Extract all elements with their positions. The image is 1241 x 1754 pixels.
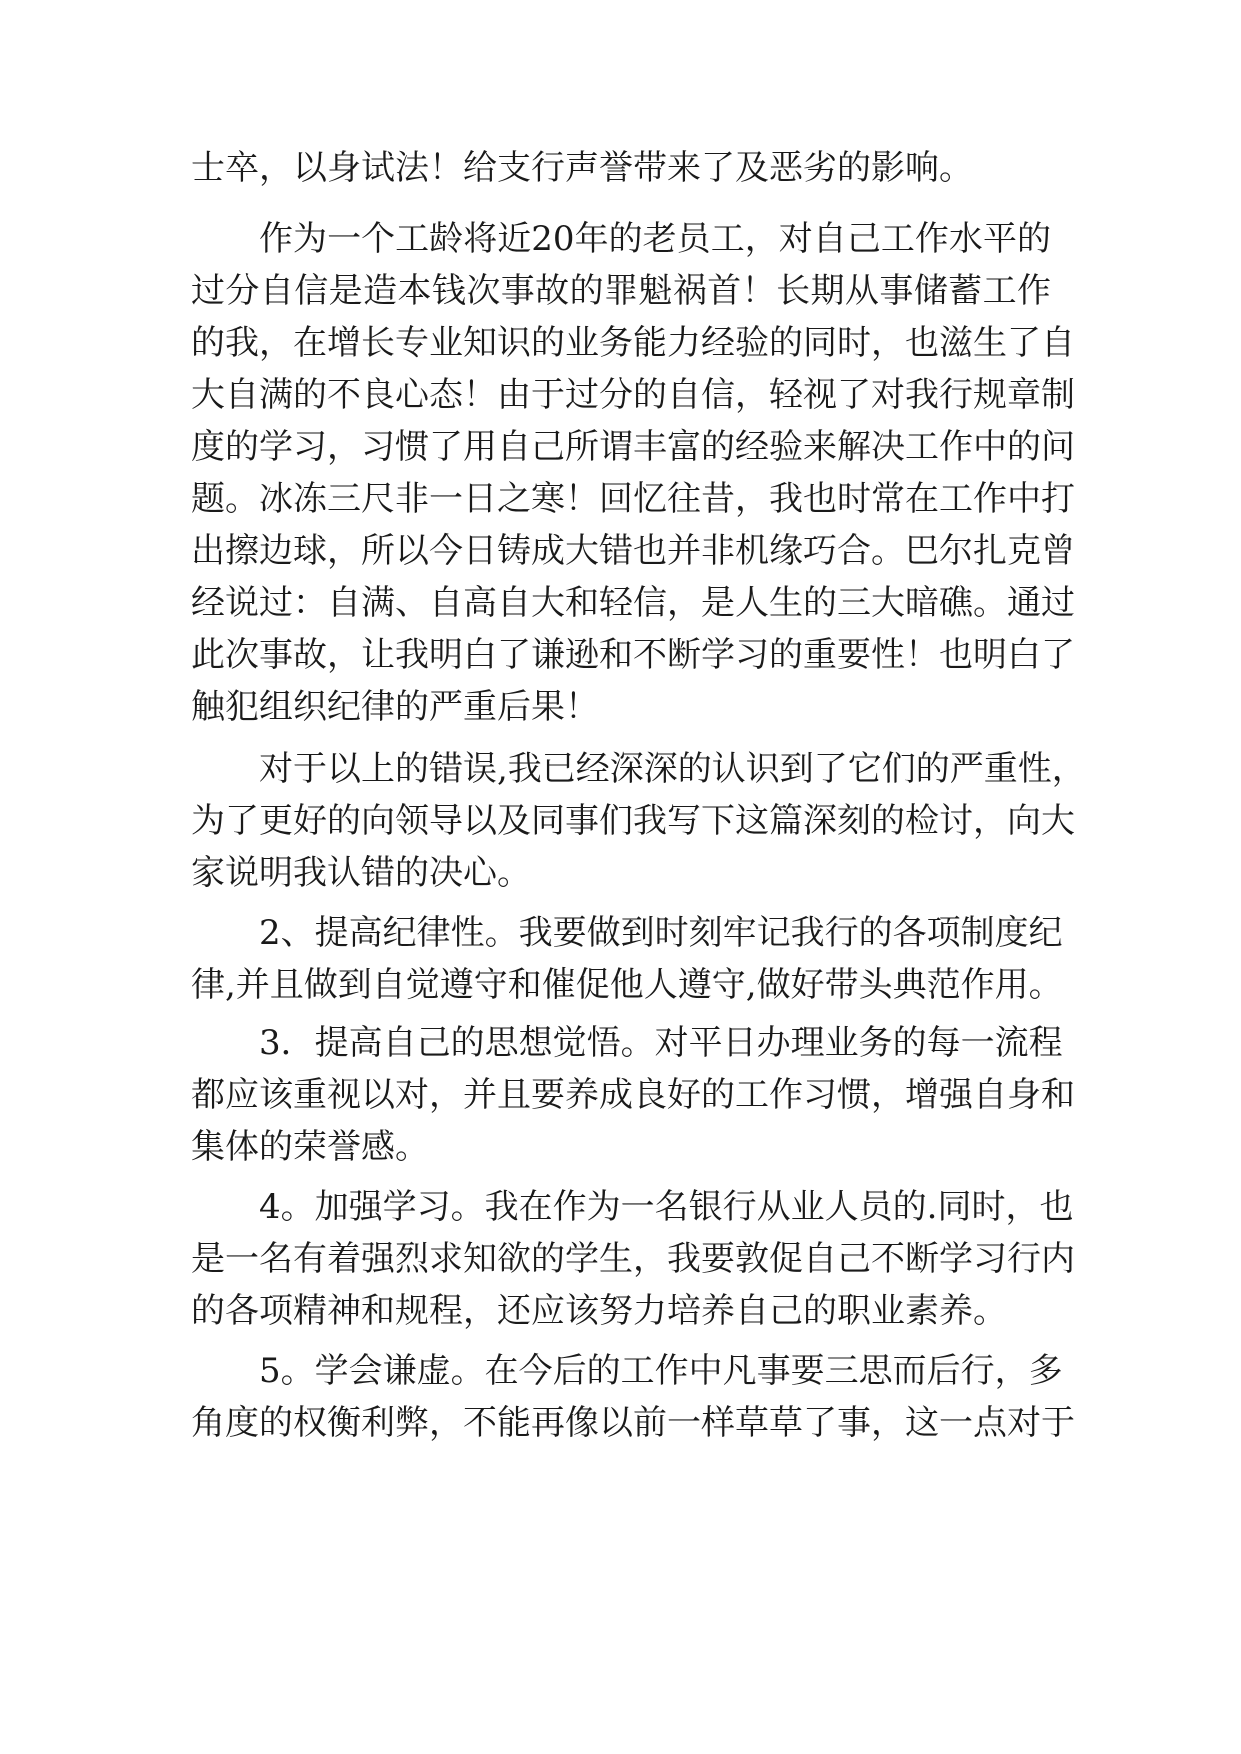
text-line: 作为一个工龄将近20年的老员工，对自己工作水平的 [259, 219, 1051, 259]
text-line: 3．提高自己的思想觉悟。对平日办理业务的每一流程 [259, 1023, 1063, 1063]
text-line: 家说明我认错的决心。 [191, 853, 531, 893]
text-line: 都应该重视以对，并且要养成良好的工作习惯，增强自身和 [191, 1075, 1075, 1115]
text-line: 触犯组织纪律的严重后果！ [191, 687, 599, 727]
text-line: 经说过：自满、自高自大和轻信，是人生的三大暗礁。通过 [191, 583, 1075, 623]
text-line: 的各项精神和规程，还应该努力培养自己的职业素养。 [191, 1291, 1007, 1331]
text-line: 的我，在增长专业知识的业务能力经验的同时，也滋生了自 [191, 323, 1075, 363]
text-line: 2、提高纪律性。我要做到时刻牢记我行的各项制度纪 [259, 913, 1063, 953]
text-line: 此次事故，让我明白了谦逊和不断学习的重要性！也明白了 [191, 635, 1075, 675]
text-line: 度的学习，习惯了用自己所谓丰富的经验来解决工作中的问 [191, 427, 1075, 467]
text-line: 5。学会谦虚。在今后的工作中凡事要三思而后行，多 [259, 1351, 1063, 1391]
text-line: 过分自信是造本钱次事故的罪魁祸首！长期从事储蓄工作 [191, 271, 1051, 311]
text-line: 角度的权衡利弊，不能再像以前一样草草了事，这一点对于 [191, 1403, 1075, 1443]
text-line: 对于以上的错误,我已经深深的认识到了它们的严重性， [259, 749, 1086, 789]
text-line: 题。冰冻三尺非一日之寒！回忆往昔，我也时常在工作中打 [191, 479, 1075, 519]
text-line: 出擦边球，所以今日铸成大错也并非机缘巧合。巴尔扎克曾 [191, 531, 1075, 571]
text-line: 是一名有着强烈求知欲的学生，我要敦促自己不断学习行内 [191, 1239, 1075, 1279]
text-line: 4。加强学习。我在作为一名银行从业人员的.同时，也 [259, 1187, 1074, 1227]
text-line: 律,并且做到自觉遵守和催促他人遵守,做好带头典范作用。 [191, 965, 1063, 1005]
text-line: 为了更好的向领导以及同事们我写下这篇深刻的检讨，向大 [191, 801, 1075, 841]
text-line: 大自满的不良心态！由于过分的自信，轻视了对我行规章制 [191, 375, 1075, 415]
text-line: 士卒，以身试法！给支行声誉带来了及恶劣的影响。 [191, 148, 973, 188]
text-line: 集体的荣誉感。 [191, 1127, 429, 1167]
